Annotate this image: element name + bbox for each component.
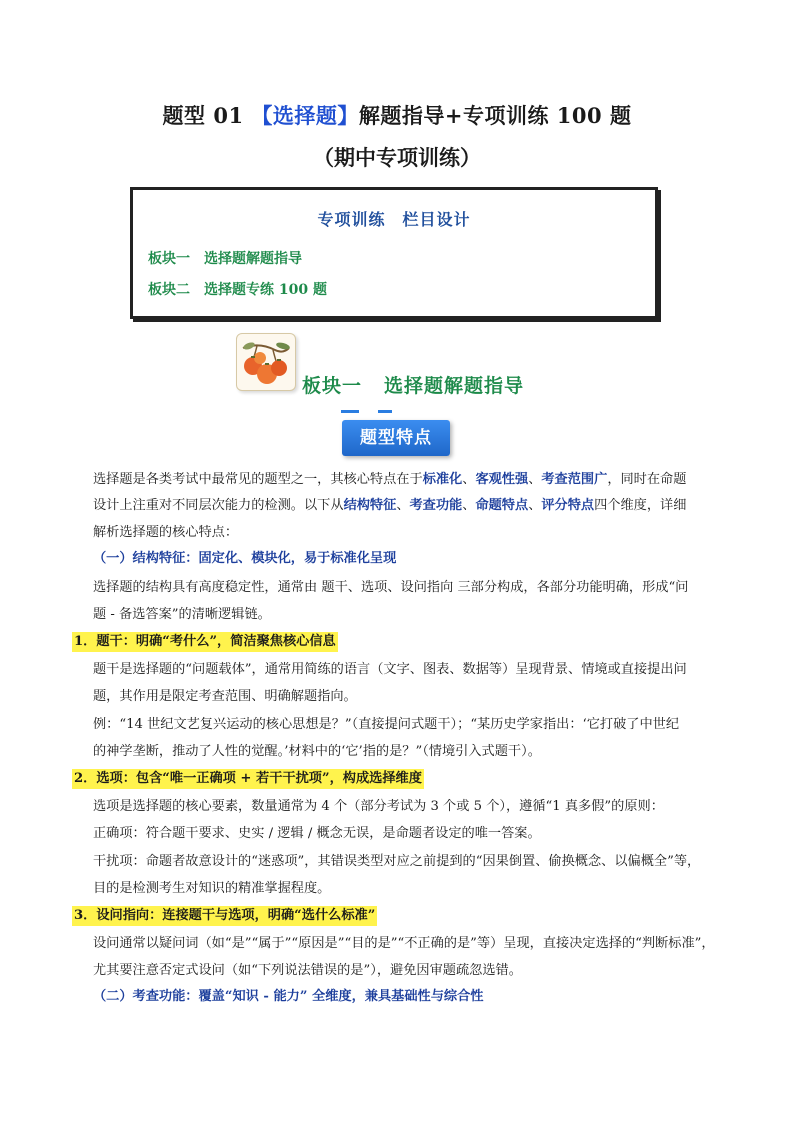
paragraph-line: 题 - 备选答案”的清晰逻辑链。 — [93, 607, 271, 622]
paragraph-line: 选择题的结构具有高度稳定性，通常由 题干、选项、设问指向 三部分构成，各部分功能明确，形成“问 — [93, 580, 689, 595]
title-part-3: 解题指导+专项训练 100 题 — [358, 103, 632, 128]
numbered-heading-2: 2．选项：包含“唯一正确项 + 若干干扰项”，构成选择维度 — [72, 769, 424, 789]
numbered-heading-3: 3．设问指向：连接题干与选项，明确“选什么标准” — [72, 906, 377, 926]
paragraph-line: 尤其要注意否定式设问（如“下列说法错误的是”），避免因审题疏忽选错。 — [93, 963, 522, 978]
title-part-1: 题型 01 — [162, 103, 252, 128]
paragraph-line: 选择题是各类考试中最常见的题型之一，其核心特点在于标准化、客观性强、考查范围广，同时在命题 — [93, 472, 687, 487]
outline-heading: 专项训练 栏目设计 — [317, 210, 471, 229]
paragraph-line: 设问通常以疑问词（如“是”“属于”“原因是”“目的是”“不正确的是”等）呈现，直接决定选择的“判断标准”， — [93, 936, 715, 951]
paragraph-line: 正确项：符合题干要求、史实 / 逻辑 / 概念无误，是命题者设定的唯一答案。 — [93, 826, 541, 841]
tag-decor-line — [341, 410, 359, 413]
tag-decor-line — [378, 410, 392, 413]
tag-banner — [338, 410, 454, 460]
page-subtitle: （期中专项训练） — [313, 145, 481, 170]
paragraph-line: 目的是检测考生对知识的精准掌握程度。 — [93, 881, 331, 896]
section-label: 板块一 — [302, 375, 363, 397]
subheading-function: （二）考查功能：覆盖“知识 - 能力” 全维度，兼具基础性与综合性 — [93, 989, 484, 1004]
page-title — [0, 100, 794, 130]
paragraph-line: 设计上注重对不同层次能力的检测。以下从结构特征、考查功能、命题特点、评分特点四个维度，详细 — [93, 498, 687, 513]
outline-item-1: 板块一 选择题解题指导 — [148, 251, 302, 267]
paragraph-line: 解析选择题的核心特点： — [93, 525, 239, 540]
subheading-structure: （一）结构特征：固定化、模块化，易于标准化呈现 — [93, 551, 397, 566]
section-title — [302, 371, 524, 398]
paragraph-line: 干扰项：命题者故意设计的“迷惑项”，其错误类型对应之前提到的“因果倒置、偷换概念、以偏概全”等， — [93, 854, 701, 869]
paragraph-line: 例：“14 世纪文艺复兴运动的核心思想是？”（直接提问式题干）；“某历史学家指出：‘它打破了中世纪 — [93, 717, 680, 732]
paragraph-line: 的神学垄断，推动了人性的觉醒。’材料中的‘它’指的是？”（情境引入式题干）。 — [93, 744, 541, 759]
numbered-heading-1: 1．题干：明确“考什么”，简洁聚焦核心信息 — [72, 632, 338, 652]
paragraph-line: 题干是选择题的“问题载体”，通常用简练的语言（文字、图表、数据等）呈现背景、情境或直接提出问 — [93, 662, 687, 677]
persimmon-icon — [236, 333, 296, 391]
column-outline-box — [130, 187, 658, 319]
title-part-2: 【选择题】 — [251, 103, 359, 128]
section-name: 选择题解题指导 — [384, 375, 525, 397]
outline-item-2: 板块二 选择题专练 100 题 — [148, 282, 327, 298]
paragraph-line: 选项是选择题的核心要素，数量通常为 4 个（部分考试为 3 个或 5 个），遵循“1 真多假”的原则： — [93, 799, 664, 814]
paragraph-line: 题，其作用是限定考查范围、明确解题指向。 — [93, 689, 357, 704]
question-type-tag: 题型特点 — [342, 420, 450, 456]
